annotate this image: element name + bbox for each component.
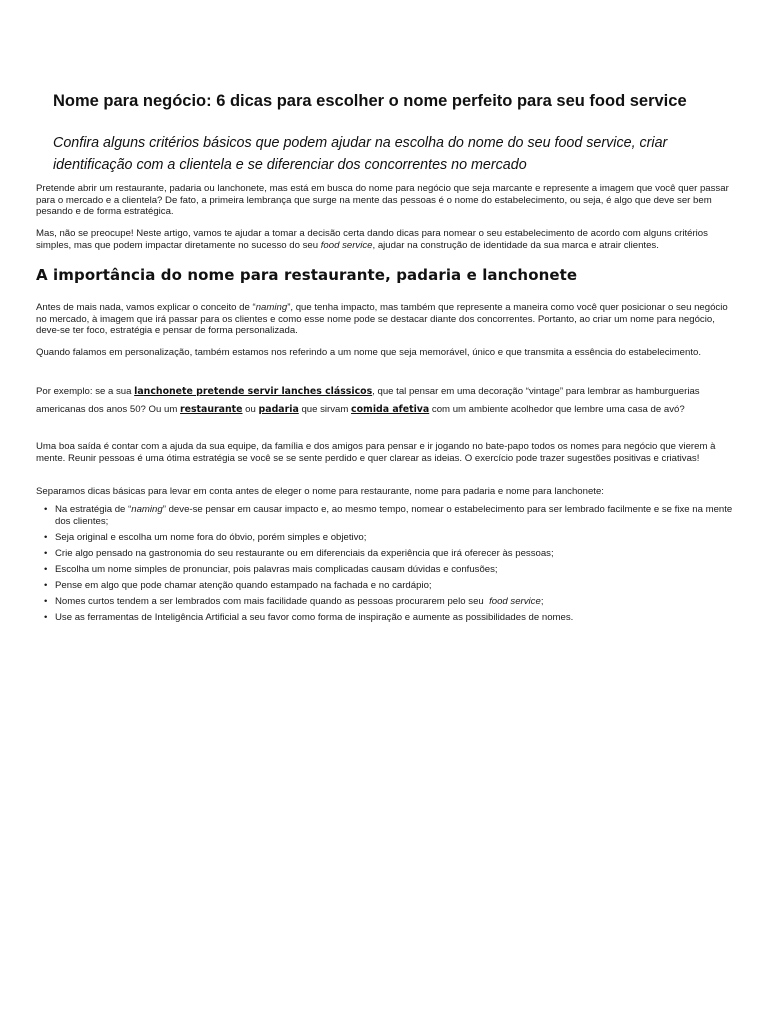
list-item	[36, 548, 736, 560]
bullet-icon: •	[44, 547, 48, 559]
naming-paragraph	[36, 302, 736, 337]
tip-5-text: Pense em algo que pode chamar atenção quando estampado na fachada e no cardápio;	[55, 579, 432, 591]
tip-2-text: Seja original e escolha um nome fora do óbvio, porém simples e objetivo;	[55, 531, 367, 543]
tip-1-emphasis: naming	[131, 504, 163, 515]
tips-list	[36, 504, 736, 628]
tip-1-text-1: Na estratégia de “	[55, 504, 132, 515]
bullet-icon: •	[44, 531, 48, 543]
reassurance-paragraph	[36, 228, 736, 251]
bullet-icon: •	[44, 579, 48, 591]
link-lanchonete-classicos[interactable]: lanchonete pretende servir lanches clássicos	[134, 386, 373, 397]
link-restaurante[interactable]: restaurante	[180, 404, 243, 415]
reassurance-text-1: Mas, não se preocupe! Neste artigo, vamos te ajudar a tomar a decisão certa dando dicas para nomear o seu estabelecimento de acordo com alguns critérios simples, mas que podem impactar diretamente no sucesso do seu	[36, 228, 708, 251]
personalization-paragraph: Quando falamos em personalização, também estamos nos referindo a um nome que seja memorável, único e que transmita a essência do estabelecimento.	[36, 347, 701, 358]
tip-6-text-1: Nomes curtos tendem a ser lembrados com mais facilidade quando as pessoas procurarem pelo seu	[55, 595, 490, 607]
naming-emphasis: naming	[255, 302, 288, 313]
tip-7-text: Use as ferramentas de Inteligência Artificial a seu favor como forma de inspiração e aumente as possibilidades de nomes.	[55, 611, 574, 623]
list-item	[36, 580, 736, 592]
page-subtitle: Confira alguns critérios básicos que podem ajudar na escolha do nome do seu food service, criar identificação com a clientela e se diferenciar dos concorrentes no mercado	[53, 135, 668, 173]
list-item	[36, 564, 736, 576]
example-text-5: com um ambiente acolhedor que lembre uma casa de avó?	[429, 404, 685, 415]
tip-4-text: Escolha um nome simples de pronunciar, pois palavras mais complicadas causam dúvidas e confusões;	[55, 563, 498, 575]
tip-6-emphasis: food service	[489, 595, 541, 607]
bullet-icon: •	[44, 563, 48, 575]
tips-intro-paragraph: Separamos dicas básicas para levar em conta antes de eleger o nome para restaurante, nome para padaria e nome para lanchonete:	[36, 486, 604, 497]
example-text-4: que sirvam	[298, 404, 352, 415]
tip-6-text-2: ;	[540, 595, 544, 607]
reassurance-text-2: , ajudar na construção de identidade da sua marca e atrair clientes.	[372, 239, 659, 251]
link-comida-afetiva[interactable]: comida afetiva	[351, 404, 430, 415]
bullet-icon: •	[44, 595, 48, 607]
tip-3-text: Crie algo pensado na gastronomia do seu restaurante ou em diferenciais da experiência que irá oferecer às pessoas;	[55, 547, 554, 559]
example-paragraph	[36, 383, 736, 419]
example-text-2: , que tal pensar em uma decoração “vintage” para lembrar as hamburguerias americanas dos anos 50? Ou um	[36, 386, 700, 415]
example-text-1: Por exemplo: se a sua	[36, 386, 135, 397]
link-padaria[interactable]: padaria	[258, 404, 299, 415]
naming-text-1: Antes de mais nada, vamos explicar o conceito de “	[36, 302, 256, 313]
bullet-icon: •	[44, 611, 48, 623]
bullet-icon: •	[44, 504, 48, 515]
tip-1-text-2: ” deve-se pensar em causar impacto e, ao mesmo tempo, nomear o estabelecimento para ser lembrado facilmente e se fixe na mente dos clientes;	[55, 504, 733, 527]
section-heading: A importância do nome para restaurante, padaria e lanchonete	[36, 266, 578, 284]
list-item	[36, 596, 736, 608]
example-text-3: ou	[242, 404, 259, 415]
list-item	[36, 612, 736, 624]
intro-paragraph: Pretende abrir um restaurante, padaria ou lanchonete, mas está em busca do nome para negócio que seja marcante e represente a imagem que você quer passar para o mercado e a clientela? De fato, a primeira lembrança que surge na mente das pessoas é o nome do estabelecimento, ou seja, é algo que deve ser bem pesando e de forma estratégica.	[36, 183, 729, 217]
naming-text-2: ”, que tenha impacto, mas também que represente a maneira como você quer posicionar o seu negócio no mercado, à imagem que irá passar para os clientes e como esse nome pode se destacar diante dos concorrentes. Portanto, ao criar um nome para negócio, deve-se ter foco, estratégia e pensar de forma personalizada.	[36, 302, 728, 336]
team-paragraph: Uma boa saída é contar com a ajuda da sua equipe, da família e dos amigos para pensar e ir jogando no bate-papo todos os nomes para negócio que vierem à mente. Reunir pessoas é uma ótima estratégia se você se se sente perdido e quer clarear as ideias. O exercício pode trazer sugestões positivas e criativas!	[36, 441, 716, 464]
page-title: Nome para negócio: 6 dicas para escolher o nome perfeito para seu food service	[53, 92, 687, 110]
list-item	[36, 504, 736, 527]
food-service-emphasis: food service	[320, 239, 373, 251]
list-item	[36, 532, 736, 544]
